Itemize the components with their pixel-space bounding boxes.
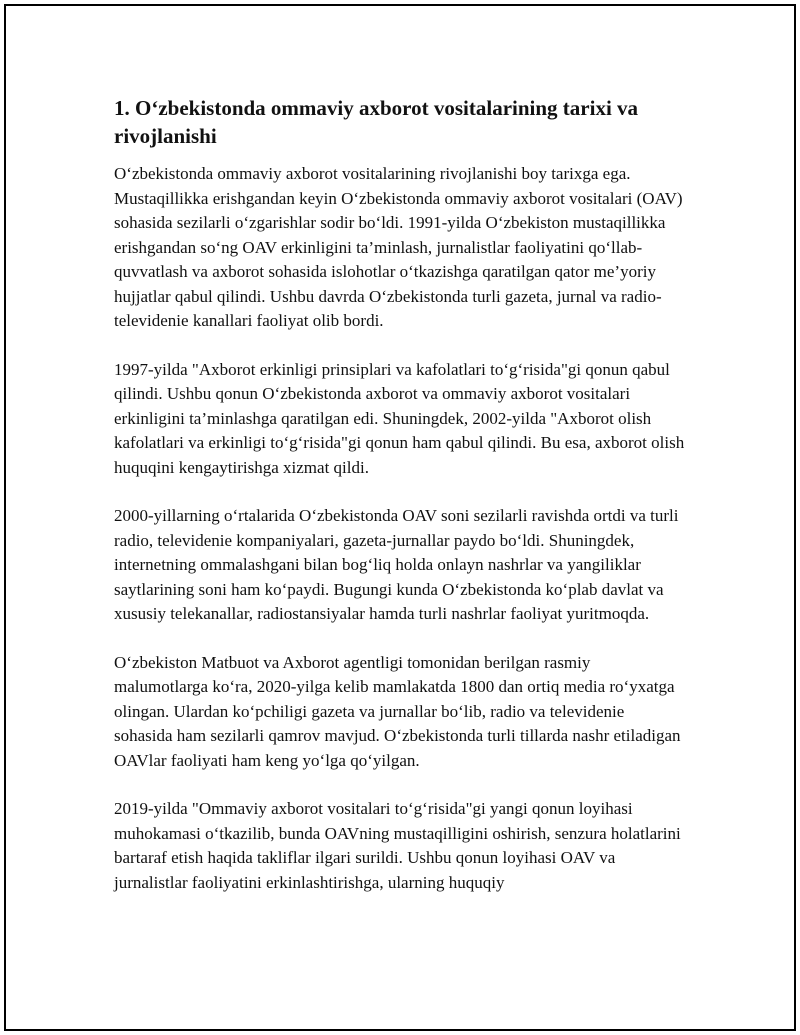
paragraph-1: O‘zbekistonda ommaviy axborot vositalarining rivojlanishi boy tarixga ega. Mustaqillikka erishgandan keyin O‘zbekistonda ommaviy axborot vositalari (OAV) sohasida sezilarli o‘zgarishlar sodir bo‘ldi. 1991-yilda O‘zbekiston mustaqillikka erishgandan so‘ng OAV erkinligini ta’minlash, jurnalistlar faoliyatini qo‘llab-quvvatlash va axborot sohasida islohotlar o‘tkazishga qaratilgan qator me’yoriy hujjatlar qabul qilindi. Ushbu davrda O‘zbekistonda turli gazeta, jurnal va radio-televidenie kanallari faoliyat olib bordi. xyxy=(114,164,683,330)
paragraph-5: 2019-yilda "Ommaviy axborot vositalari to‘g‘risida"gi yangi qonun loyihasi muhokamasi o‘tkazilib, bunda OAVning mustaqilligini oshirish, senzura holatlarini bartaraf etish haqida takliflar ilgari surildi. Ushbu qonun loyihasi OAV va jurnalistlar faoliyatini erkinlashtirishga, ularning huquqiy xyxy=(114,799,681,892)
paragraph-3: 2000-yillarning o‘rtalarida O‘zbekistonda OAV soni sezilarli ravishda ortdi va turli radio, televidenie kompaniyalari, gazeta-jurnallar paydo bo‘ldi. Shuningdek, internetning ommalashgani bilan bog‘liq holda onlayn nashrlar va yangiliklar saytlarining soni ham ko‘paydi. Bugungi kunda O‘zbekistonda ko‘plab davlat va xususiy telekanallar, radiostansiyalar hamda turli nashrlar faoliyat yuritmoqda. xyxy=(114,506,679,623)
paragraph-4: O‘zbekiston Matbuot va Axborot agentligi tomonidan berilgan rasmiy malumotlarga ko‘ra, 2020-yilga kelib mamlakatda 1800 dan ortiq media ro‘yxatga olingan. Ulardan ko‘pchiligi gazeta va jurnallar bo‘lib, radio va televidenie sohasida ham sezilarli qamrov mavjud. O‘zbekistonda turli tillarda nashr etiladigan OAVlar faoliyati ham keng yo‘lga qo‘yilgan. xyxy=(114,652,681,770)
section-heading: 1. O‘zbekistonda ommaviy axborot vositalarining tarixi va rivojlanishi xyxy=(114,96,639,148)
document-body xyxy=(114,94,686,919)
paragraph-2: 1997-yilda "Axborot erkinligi prinsiplari va kafolatlari to‘g‘risida"gi qonun qabul qilindi. Ushbu qonun O‘zbekistonda axborot va ommaviy axborot vositalari erkinligini ta’minlashga qaratilgan edi. Shuningdek, 2002-yilda "Axborot olish kafolatlari va erkinligi to‘g‘risida"gi qonun ham qabul qilindi. Bu esa, axborot olish huquqini kengaytirishga xizmat qildi. xyxy=(114,359,685,477)
